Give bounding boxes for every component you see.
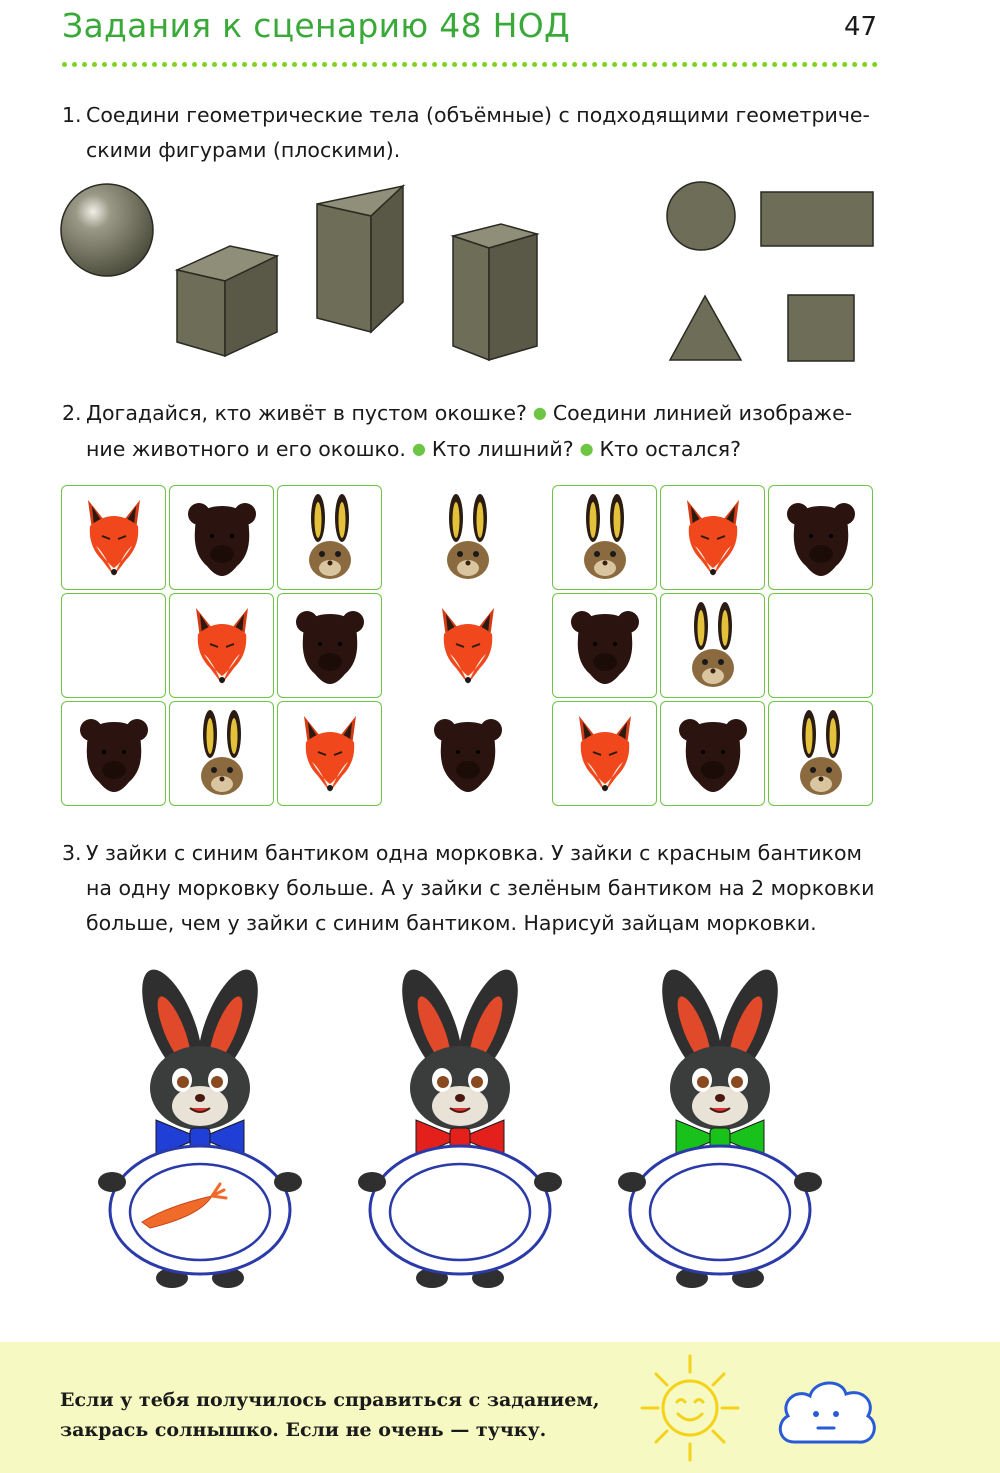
answer-animals-column — [418, 485, 518, 805]
task-3-number: 3. — [62, 841, 82, 865]
bullet-dot: ● — [579, 439, 594, 458]
bear-icon — [676, 712, 750, 796]
square-shape — [788, 295, 854, 361]
bunny-2-with-plate[interactable] — [350, 960, 570, 1304]
fox-icon — [436, 604, 500, 688]
left-grid-cell-fox[interactable] — [61, 485, 166, 590]
hare-icon — [576, 494, 634, 582]
right-grid-cell-bear[interactable] — [660, 701, 765, 806]
left-grid-cell-fox[interactable] — [277, 701, 382, 806]
right-grid-cell-hare[interactable] — [552, 485, 657, 590]
left-grid-cell-bear[interactable] — [169, 485, 274, 590]
task-1-number: 1. — [62, 103, 82, 127]
bullet-dot: ● — [411, 439, 426, 458]
cloud-icon[interactable] — [772, 1372, 882, 1454]
bear-icon — [293, 604, 367, 688]
footer-line-1: Если у тебя получилось справиться с заданием, — [60, 1389, 600, 1411]
task-1-line-2: скими фигурами (плоскими). — [86, 138, 401, 162]
task-1-text — [62, 98, 892, 168]
left-grid-empty-cell[interactable] — [61, 593, 166, 698]
rectangular-prism-solid — [453, 224, 537, 360]
bear-icon — [431, 712, 505, 796]
triangle-shape — [670, 296, 741, 360]
right-grid-cell-hare[interactable] — [660, 593, 765, 698]
task-3-line-2: на одну морковку больше. А у зайки с зелёным бантиком на 2 морковки — [86, 876, 875, 900]
task-2-text — [62, 396, 892, 468]
bear-icon — [568, 604, 642, 688]
task-2-instruction-a: Соедини линией изображе- — [552, 401, 853, 425]
task-2-question-left: Кто остался? — [599, 437, 742, 461]
task-1-line-1: Соедини геометрические тела (объёмные) с подходящими геометриче- — [86, 103, 870, 127]
triangular-prism-solid — [317, 186, 403, 332]
task-2-instruction-b: ние животного и его окошко. — [86, 437, 406, 461]
task-2-question-extra: Кто лишний? — [431, 437, 574, 461]
geometric-shapes-figure — [55, 180, 935, 370]
cube-solid — [177, 246, 277, 356]
left-grid-cell-hare[interactable] — [169, 701, 274, 806]
right-animal-grid — [552, 485, 873, 806]
left-grid-cell-bear[interactable] — [61, 701, 166, 806]
bunnies-row — [90, 960, 910, 1300]
right-grid-empty-cell[interactable] — [768, 593, 873, 698]
bunny-1-with-plate[interactable] — [90, 960, 310, 1304]
footer-line-2: закрась солнышко. Если не очень — тучку. — [60, 1419, 547, 1441]
task-3-text — [62, 836, 892, 941]
hare-icon — [301, 494, 359, 582]
sphere-solid — [61, 184, 153, 276]
title-divider — [62, 62, 878, 67]
bear-icon — [784, 496, 858, 580]
left-animal-grid — [61, 485, 382, 806]
answer-animal-bear[interactable] — [418, 701, 518, 806]
right-grid-cell-hare[interactable] — [768, 701, 873, 806]
right-grid-cell-fox[interactable] — [660, 485, 765, 590]
page-title: Задания к сценарию 48 НОД — [62, 6, 571, 45]
right-grid-cell-fox[interactable] — [552, 701, 657, 806]
answer-animal-fox[interactable] — [418, 593, 518, 698]
answer-animal-hare[interactable] — [418, 485, 518, 590]
task-2-number: 2. — [62, 401, 82, 425]
hare-icon — [792, 710, 850, 798]
page-number: 47 — [844, 12, 878, 42]
bear-icon — [77, 712, 151, 796]
fox-icon — [298, 712, 362, 796]
circle-shape — [667, 182, 735, 250]
task-3-line-1: У зайки с синим бантиком одна морковка. У зайки с красным бантиком — [86, 841, 862, 865]
fox-icon — [190, 604, 254, 688]
left-grid-cell-fox[interactable] — [169, 593, 274, 698]
bullet-dot: ● — [532, 403, 547, 422]
rectangle-shape — [761, 192, 873, 246]
hare-icon — [684, 602, 742, 690]
fox-icon — [681, 496, 745, 580]
fox-icon — [82, 496, 146, 580]
task-2-question: Догадайся, кто живёт в пустом окошке? — [86, 401, 527, 425]
footer-note — [60, 1385, 599, 1445]
left-grid-cell-bear[interactable] — [277, 593, 382, 698]
left-grid-cell-hare[interactable] — [277, 485, 382, 590]
right-grid-cell-bear[interactable] — [552, 593, 657, 698]
bear-icon — [185, 496, 259, 580]
bunny-3-with-plate[interactable] — [610, 960, 830, 1304]
task-3-line-3: больше, чем у зайки с синим бантиком. Нарисуй зайцам морковки. — [86, 911, 817, 935]
hare-icon — [193, 710, 251, 798]
hare-icon — [439, 494, 497, 582]
right-grid-cell-bear[interactable] — [768, 485, 873, 590]
sun-icon[interactable] — [640, 1352, 740, 1464]
fox-icon — [573, 712, 637, 796]
